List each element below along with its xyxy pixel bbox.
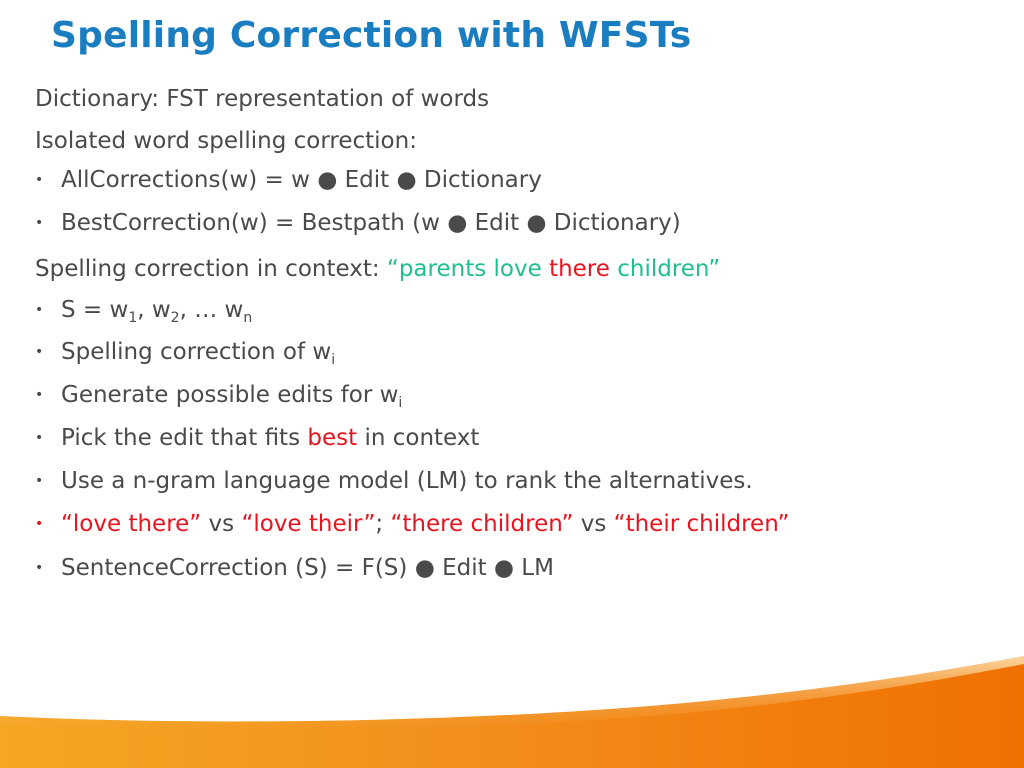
bullet-dot: • bbox=[35, 302, 44, 318]
context-heading bbox=[35, 254, 720, 284]
s-prefix: S = w bbox=[61, 297, 129, 323]
bullet-text bbox=[61, 295, 252, 325]
dictionary-line: Dictionary: FST representation of words bbox=[35, 86, 490, 112]
gen-sub: i bbox=[398, 395, 403, 411]
spell-of-text: Spelling correction of w bbox=[61, 339, 332, 365]
example-separator: ; bbox=[375, 511, 391, 537]
bullet-text: Use a n-gram language model (LM) to rank the alternatives. bbox=[61, 468, 753, 494]
s-sub-2: 2 bbox=[170, 310, 180, 326]
pick-post: in context bbox=[357, 425, 480, 451]
pick-pre: Pick the edit that fits bbox=[61, 425, 308, 451]
decorative-orange-wave bbox=[0, 640, 1024, 768]
bullet-dot: • bbox=[35, 430, 44, 446]
bullet-text bbox=[61, 509, 789, 539]
gen-text: Generate possible edits for w bbox=[61, 382, 399, 408]
bullet-dot: • bbox=[35, 473, 44, 489]
context-quote-close: children” bbox=[609, 256, 721, 282]
bullet-dot: • bbox=[35, 344, 44, 360]
bullet-dot: • bbox=[35, 516, 44, 532]
example-love-their: “love their” bbox=[241, 511, 376, 537]
bullet-text: AllCorrections(w) = w ● Edit ● Dictionary bbox=[61, 167, 542, 193]
s-sub-1: 1 bbox=[128, 310, 138, 326]
example-vs: vs bbox=[201, 511, 242, 537]
context-quote-there: there bbox=[549, 256, 610, 282]
bullet-text: SentenceCorrection (S) = F(S) ● Edit ● LM bbox=[61, 555, 554, 581]
bullet-dot: • bbox=[35, 172, 44, 188]
s-sub-n: n bbox=[243, 310, 253, 326]
bullet-dot: • bbox=[35, 387, 44, 403]
s-mid-2: , … w bbox=[179, 297, 244, 323]
context-quote-open: “parents love bbox=[386, 256, 550, 282]
bullet-dot: • bbox=[35, 215, 44, 231]
bullet-text: BestCorrection(w) = Bestpath (w ● Edit ● Dictionary) bbox=[61, 210, 681, 236]
example-their-children: “their children” bbox=[613, 511, 790, 537]
bullet-dot: • bbox=[35, 560, 44, 576]
slide-title: Spelling Correction with WFSTs bbox=[51, 15, 692, 56]
example-love-there: “love there” bbox=[61, 511, 202, 537]
bullet-text bbox=[61, 423, 479, 453]
s-mid-1: , w bbox=[137, 297, 171, 323]
bullet-text bbox=[61, 380, 402, 410]
context-label: Spelling correction in context: bbox=[35, 256, 387, 282]
spell-of-sub: i bbox=[331, 352, 336, 368]
isolated-heading: Isolated word spelling correction: bbox=[35, 128, 417, 154]
example-vs: vs bbox=[573, 511, 614, 537]
pick-best: best bbox=[307, 425, 358, 451]
bullet-text bbox=[61, 337, 335, 367]
example-there-children: “there children” bbox=[390, 511, 574, 537]
